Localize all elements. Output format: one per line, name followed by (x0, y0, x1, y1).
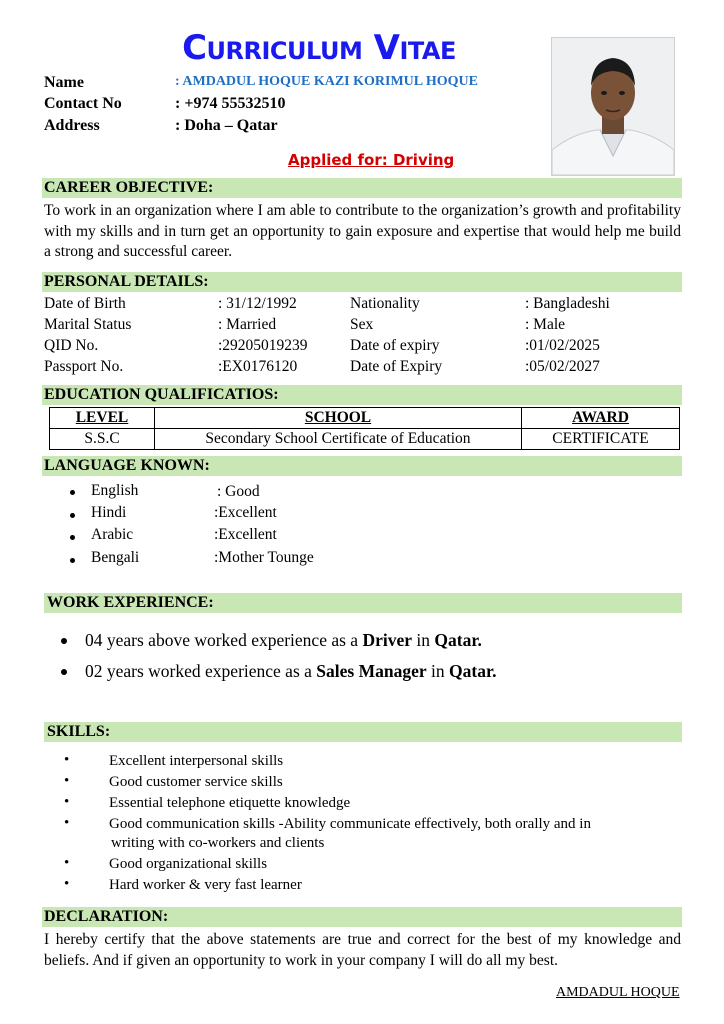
language-name: Bengali (91, 549, 140, 566)
declaration-heading: DECLARATION: (42, 907, 682, 927)
bullet-icon (70, 513, 75, 518)
column-header: AWARD (522, 408, 680, 429)
career-objective-text: To work in an organization where I am able to contribute to the organization’s growth and profitability with my skills and in turn get an opportunity to gain exposure and expertise that would help me build a strong and successful career. (44, 202, 681, 260)
work-experience-heading: WORK EXPERIENCE: (44, 593, 682, 613)
column-header: LEVEL (50, 408, 155, 429)
pd-value: : Male (525, 316, 566, 333)
language-name: Hindi (91, 504, 127, 521)
bullet-icon: • (64, 815, 70, 831)
pd-value: :01/02/2025 (525, 337, 600, 354)
language-level: : Good (217, 483, 260, 500)
skill-item-continued: writing with co-workers and clients (111, 835, 325, 851)
table-cell: S.S.C (50, 429, 155, 450)
pd-label: QID No. (44, 337, 99, 354)
education-table (49, 407, 680, 450)
bullet-icon: • (64, 773, 70, 789)
bullet-icon (70, 535, 75, 540)
contact-label: Contact No (44, 95, 122, 112)
table-cell: Secondary School Certificate of Education (155, 429, 522, 450)
bullet-icon: • (64, 876, 70, 892)
bullet-icon: • (64, 855, 70, 871)
language-name: Arabic (91, 526, 134, 543)
bullet-icon: • (64, 794, 70, 810)
education-heading: EDUCATION QUALIFICATIOS: (42, 385, 682, 405)
pd-label: Date of Expiry (350, 358, 443, 375)
experience-text: in (412, 630, 435, 650)
experience-role: Sales Manager (316, 661, 427, 681)
experience-text: 02 years worked experience as a (85, 661, 317, 681)
pd-value: :05/02/2027 (525, 358, 600, 375)
profile-photo (551, 37, 675, 176)
language-heading: LANGUAGE KNOWN: (42, 456, 682, 476)
pd-label: Nationality (350, 295, 420, 312)
skill-item: Essential telephone etiquette knowledge (109, 795, 351, 811)
career-objective-heading: CAREER OBJECTIVE: (42, 178, 682, 198)
pd-label: Passport No. (44, 358, 124, 375)
name-value: : AMDADUL HOQUE KAZI KORIMUL HOQUE (175, 74, 478, 89)
skills-heading: SKILLS: (44, 722, 682, 742)
table-header-row (50, 408, 680, 429)
contact-value: : +974 55532510 (175, 95, 286, 112)
table-row (50, 429, 680, 450)
pd-value: :EX0176120 (218, 358, 298, 375)
experience-role: Driver (362, 630, 412, 650)
pd-label: Date of Birth (44, 295, 126, 312)
skill-item: Excellent interpersonal skills (109, 753, 284, 769)
bullet-icon (70, 558, 75, 563)
experience-place: Qatar. (449, 661, 497, 681)
address-value: : Doha – Qatar (175, 117, 278, 134)
experience-text: 04 years above worked experience as a (85, 630, 363, 650)
bullet-icon (70, 490, 75, 495)
pd-label: Marital Status (44, 316, 132, 333)
work-experience-item (85, 661, 496, 682)
language-level: :Excellent (214, 526, 277, 543)
pd-value: : Bangladeshi (525, 295, 610, 312)
applied-for: Applied for: Driving (288, 151, 455, 169)
name-label: Name (44, 74, 84, 91)
bullet-icon (61, 638, 67, 644)
address-label: Address (44, 117, 100, 134)
personal-details-heading: PERSONAL DETAILS: (42, 272, 682, 292)
declaration-text: I hereby certify that the above statements are true and correct for the best of my knowledge and beliefs. And if given an opportunity to work in your company I will do all my best. (44, 931, 681, 969)
skill-item: Good customer service skills (109, 774, 283, 790)
skill-item: Good communication skills -Ability communicate effectively, both orally and in (109, 816, 591, 832)
table-cell: CERTIFICATE (522, 429, 680, 450)
language-name: English (91, 482, 139, 499)
pd-value: :29205019239 (218, 337, 308, 354)
skill-item: Hard worker & very fast learner (109, 877, 302, 893)
column-header: SCHOOL (155, 408, 522, 429)
pd-value: : Married (218, 316, 277, 333)
pd-label: Sex (350, 316, 374, 333)
experience-place: Qatar. (434, 630, 482, 650)
work-experience-item (85, 630, 482, 651)
bullet-icon: • (64, 752, 70, 768)
cv-title: Curriculum Vitae (182, 28, 456, 68)
pd-value: : 31/12/1992 (218, 295, 297, 312)
language-level: :Excellent (214, 504, 277, 521)
skill-item: Good organizational skills (109, 856, 268, 872)
signature-name: AMDADUL HOQUE (556, 985, 680, 1000)
experience-text: in (426, 661, 449, 681)
bullet-icon (61, 669, 67, 675)
pd-label: Date of expiry (350, 337, 440, 354)
language-level: :Mother Tounge (214, 549, 314, 566)
